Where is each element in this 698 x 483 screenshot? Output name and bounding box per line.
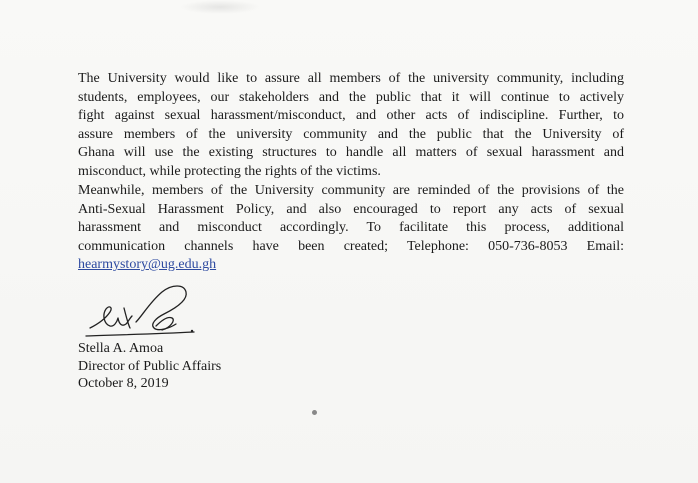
text-line: fight against sexual harassment/misconduct, and other acts of indiscipline. Further, to [78, 108, 624, 123]
text-line: Meanwhile, members of the University community are reminded of the provisions of the [78, 183, 624, 198]
handwritten-signature [84, 278, 224, 344]
scan-artifact [180, 0, 260, 14]
text-line: Anti-Sexual Harassment Policy, and also encouraged to report any acts of sexual [78, 201, 624, 217]
text-line: harassment and misconduct accordingly. To facilitate this process, additional [78, 220, 624, 235]
email-link[interactable]: hearmystory@ug.edu.gh [78, 257, 217, 272]
text-line: assure members of the university community and the public that the University of [78, 126, 624, 142]
paragraph-text [78, 182, 624, 275]
text-line: misconduct, while protecting the rights of the victims. [78, 163, 381, 179]
text-line: The University would like to assure all members of the university community, including [78, 71, 624, 86]
text-line [78, 256, 624, 275]
signatory-name: Stella A. Amoa [78, 341, 164, 356]
scan-speck [312, 410, 317, 415]
text-line: Ghana will use the existing structures to handle all matters of sexual harassment and [78, 145, 624, 160]
paragraph-reminder [78, 182, 624, 275]
text-line: students, employees, our stakeholders and the public that it will continue to actively [78, 89, 624, 105]
letter-date: October 8, 2019 [78, 376, 169, 391]
signature-block [78, 340, 221, 393]
paragraph-assurance [78, 70, 624, 181]
text-line: communication channels have been created; Telephone: 050-736-8053 Email: [78, 238, 624, 254]
signatory-title: Director of Public Affairs [78, 358, 222, 374]
paragraph-text [78, 70, 624, 181]
